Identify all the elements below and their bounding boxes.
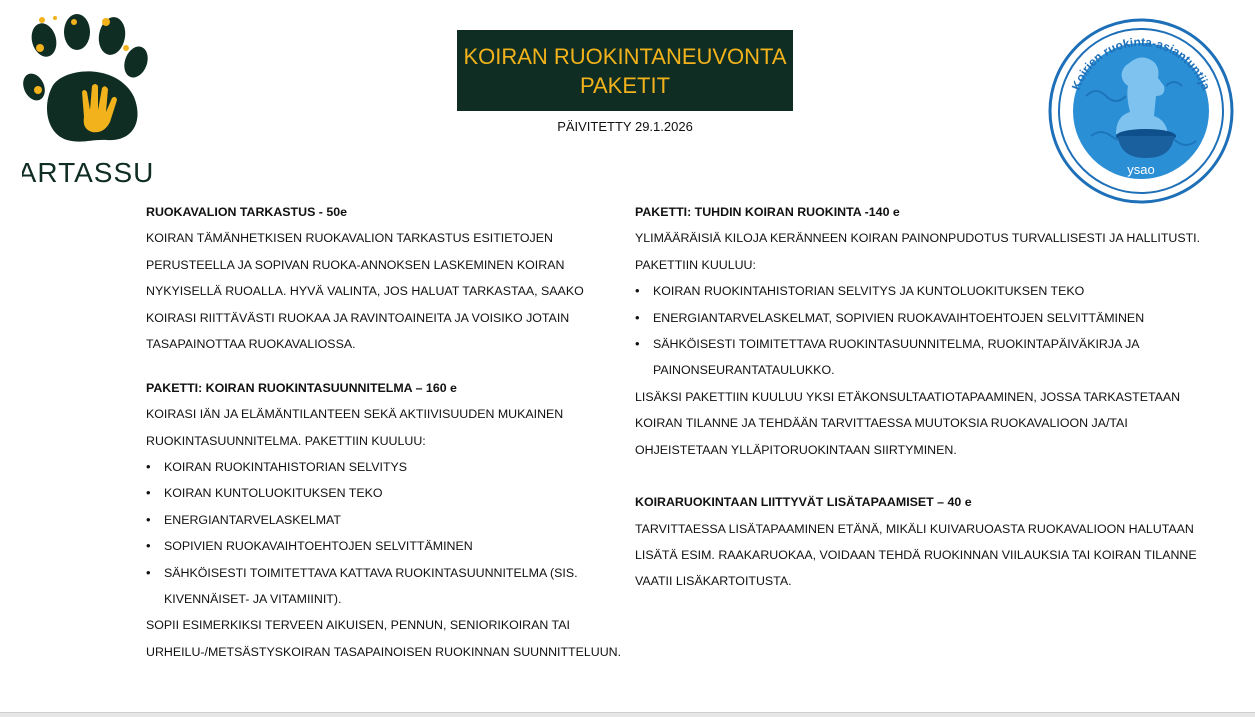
ysao-badge-logo (1046, 16, 1236, 206)
section-heading-weight-loss: PAKETTI: TUHDIN KOIRAN RUOKINTA -140 e (635, 205, 900, 219)
list-item: • ENERGIANTARVELASKELMAT, SOPIVIEN RUOKAVAIHTOEHTOJEN SELVITTÄMINEN (635, 305, 1215, 331)
paragraph-line: VAATII LISÄKARTOITUSTA. (635, 574, 792, 589)
paragraph-line: KOIRASI RIITTÄVÄSTI RUOKAA JA RAVINTOAINEITA JA VOISIKO JOTAIN (146, 310, 570, 325)
page-bottom-edge (0, 712, 1255, 717)
paragraph-line: RUOKINTASUUNNITELMA. PAKETTIIN KUULUU: (146, 433, 426, 448)
page-title (457, 30, 793, 111)
list-item-continuation: KIVENNÄISET- JA VITAMIINIT). (164, 591, 342, 606)
paragraph-line: TARVITTAESSA LISÄTAPAAMINEN ETÄNÄ, MIKÄLI KUIVARUOASTA RUOKAVALIOON HALUTAAN (635, 521, 1194, 536)
list-item: • KOIRAN RUOKINTAHISTORIAN SELVITYS JA KUNTOLUOKITUKSEN TEKO (635, 278, 1215, 304)
paragraph-line: URHEILU-/METSÄSTYSKOIRAN TASAPAINOISEN RUOKINNAN SUUNNITTELUUN. (146, 644, 622, 659)
updated-date: PÄIVITETTY 29.1.2026 (557, 119, 693, 134)
paragraph-line: PAKETTIIN KUULUU: (635, 257, 756, 272)
right-column (635, 199, 1215, 595)
paragraph-line: SOPII ESIMERKIKSI TERVEEN AIKUISEN, PENNUN, SENIORIKOIRAN TAI (146, 618, 570, 633)
paragraph-line: YLIMÄÄRÄISIÄ KILOJA KERÄNNEEN KOIRAN PAINONPUDOTUS TURVALLISESTI JA HALLITUSTI. (635, 231, 1201, 246)
paragraph-line: OHJEISTETAAN YLLÄPITORUOKINTAAN SIIRTYMINEN. (635, 442, 957, 457)
list-item: • ENERGIANTARVELASKELMAT (146, 507, 621, 533)
paragraph-line: LISÄTÄ ESIM. RAAKARUOKAA, VOIDAAN TEHDÄ RUOKINNAN VIILAUKSIA TAI KOIRAN TILANNE (635, 548, 1197, 563)
badge-arc-text: Koirien ruokinta-asiantuntija (1068, 34, 1214, 92)
paragraph-line: LISÄKSI PAKETTIIN KUULUU YKSI ETÄKONSULTAATIOTAPAAMINEN, JOSSA TARKASTETAAN (635, 389, 1181, 404)
paragraph-line: TASAPAINOTTAA RUOKAVALIOSSA. (146, 336, 356, 351)
paragraph-line: KOIRAN TILANNE JA TEHDÄÄN TARVITTAESSA MUUTOKSIA RUOKAVALIOON JA/TAI (635, 416, 1128, 431)
list-item: • KOIRAN KUNTOLUOKITUKSEN TEKO (146, 480, 621, 506)
paragraph-line: NYKYISELLÄ RUOALLA. HYVÄ VALINTA, JOS HALUAT TARKASTAA, SAAKO (146, 284, 584, 299)
paragraph-line: PERUSTEELLA JA SOPIVAN RUOKA-ANNOKSEN LASKEMINEN KOIRAN (146, 257, 565, 272)
dog-bowl-icon (1046, 16, 1236, 206)
title-line-2: PAKETIT (579, 72, 671, 98)
artassu-logo (22, 12, 152, 190)
left-column (146, 199, 621, 665)
title-line-1: KOIRAN RUOKINTANEUVONTA (463, 43, 787, 69)
ysao-badge-label: ysao (1127, 162, 1155, 177)
paragraph-line: KOIRAN TÄMÄNHETKISEN RUOKAVALION TARKASTUS ESITIETOJEN (146, 231, 553, 246)
section-heading-feeding-plan: PAKETTI: KOIRAN RUOKINTASUUNNITELMA – 160 e (146, 380, 457, 395)
list-item: • KOIRAN RUOKINTAHISTORIAN SELVITYS (146, 454, 621, 480)
section-heading-diet-check: RUOKAVALION TARKASTUS - 50e (146, 205, 348, 219)
artassu-logo-text: ARTASSU (22, 157, 152, 188)
list-item: • SÄHKÖISESTI TOIMITETTAVA RUOKINTASUUNNITELMA, RUOKINTAPÄIVÄKIRJA JA (635, 331, 1215, 357)
paw-hand-icon (22, 12, 152, 190)
list-item-continuation: PAINONSEURANTATAULUKKO. (653, 363, 835, 378)
list-item: • SOPIVIEN RUOKAVAIHTOEHTOJEN SELVITTÄMINEN (146, 533, 621, 559)
list-item: • SÄHKÖISESTI TOIMITETTAVA KATTAVA RUOKINTASUUNNITELMA (SIS. (146, 560, 621, 586)
section-heading-extra-meetings: KOIRARUOKINTAAN LIITTYVÄT LISÄTAPAAMISET – 40 e (635, 495, 972, 510)
paragraph-line: KOIRASI IÄN JA ELÄMÄNTILANTEEN SEKÄ AKTIIVISUUDEN MUKAINEN (146, 407, 564, 422)
